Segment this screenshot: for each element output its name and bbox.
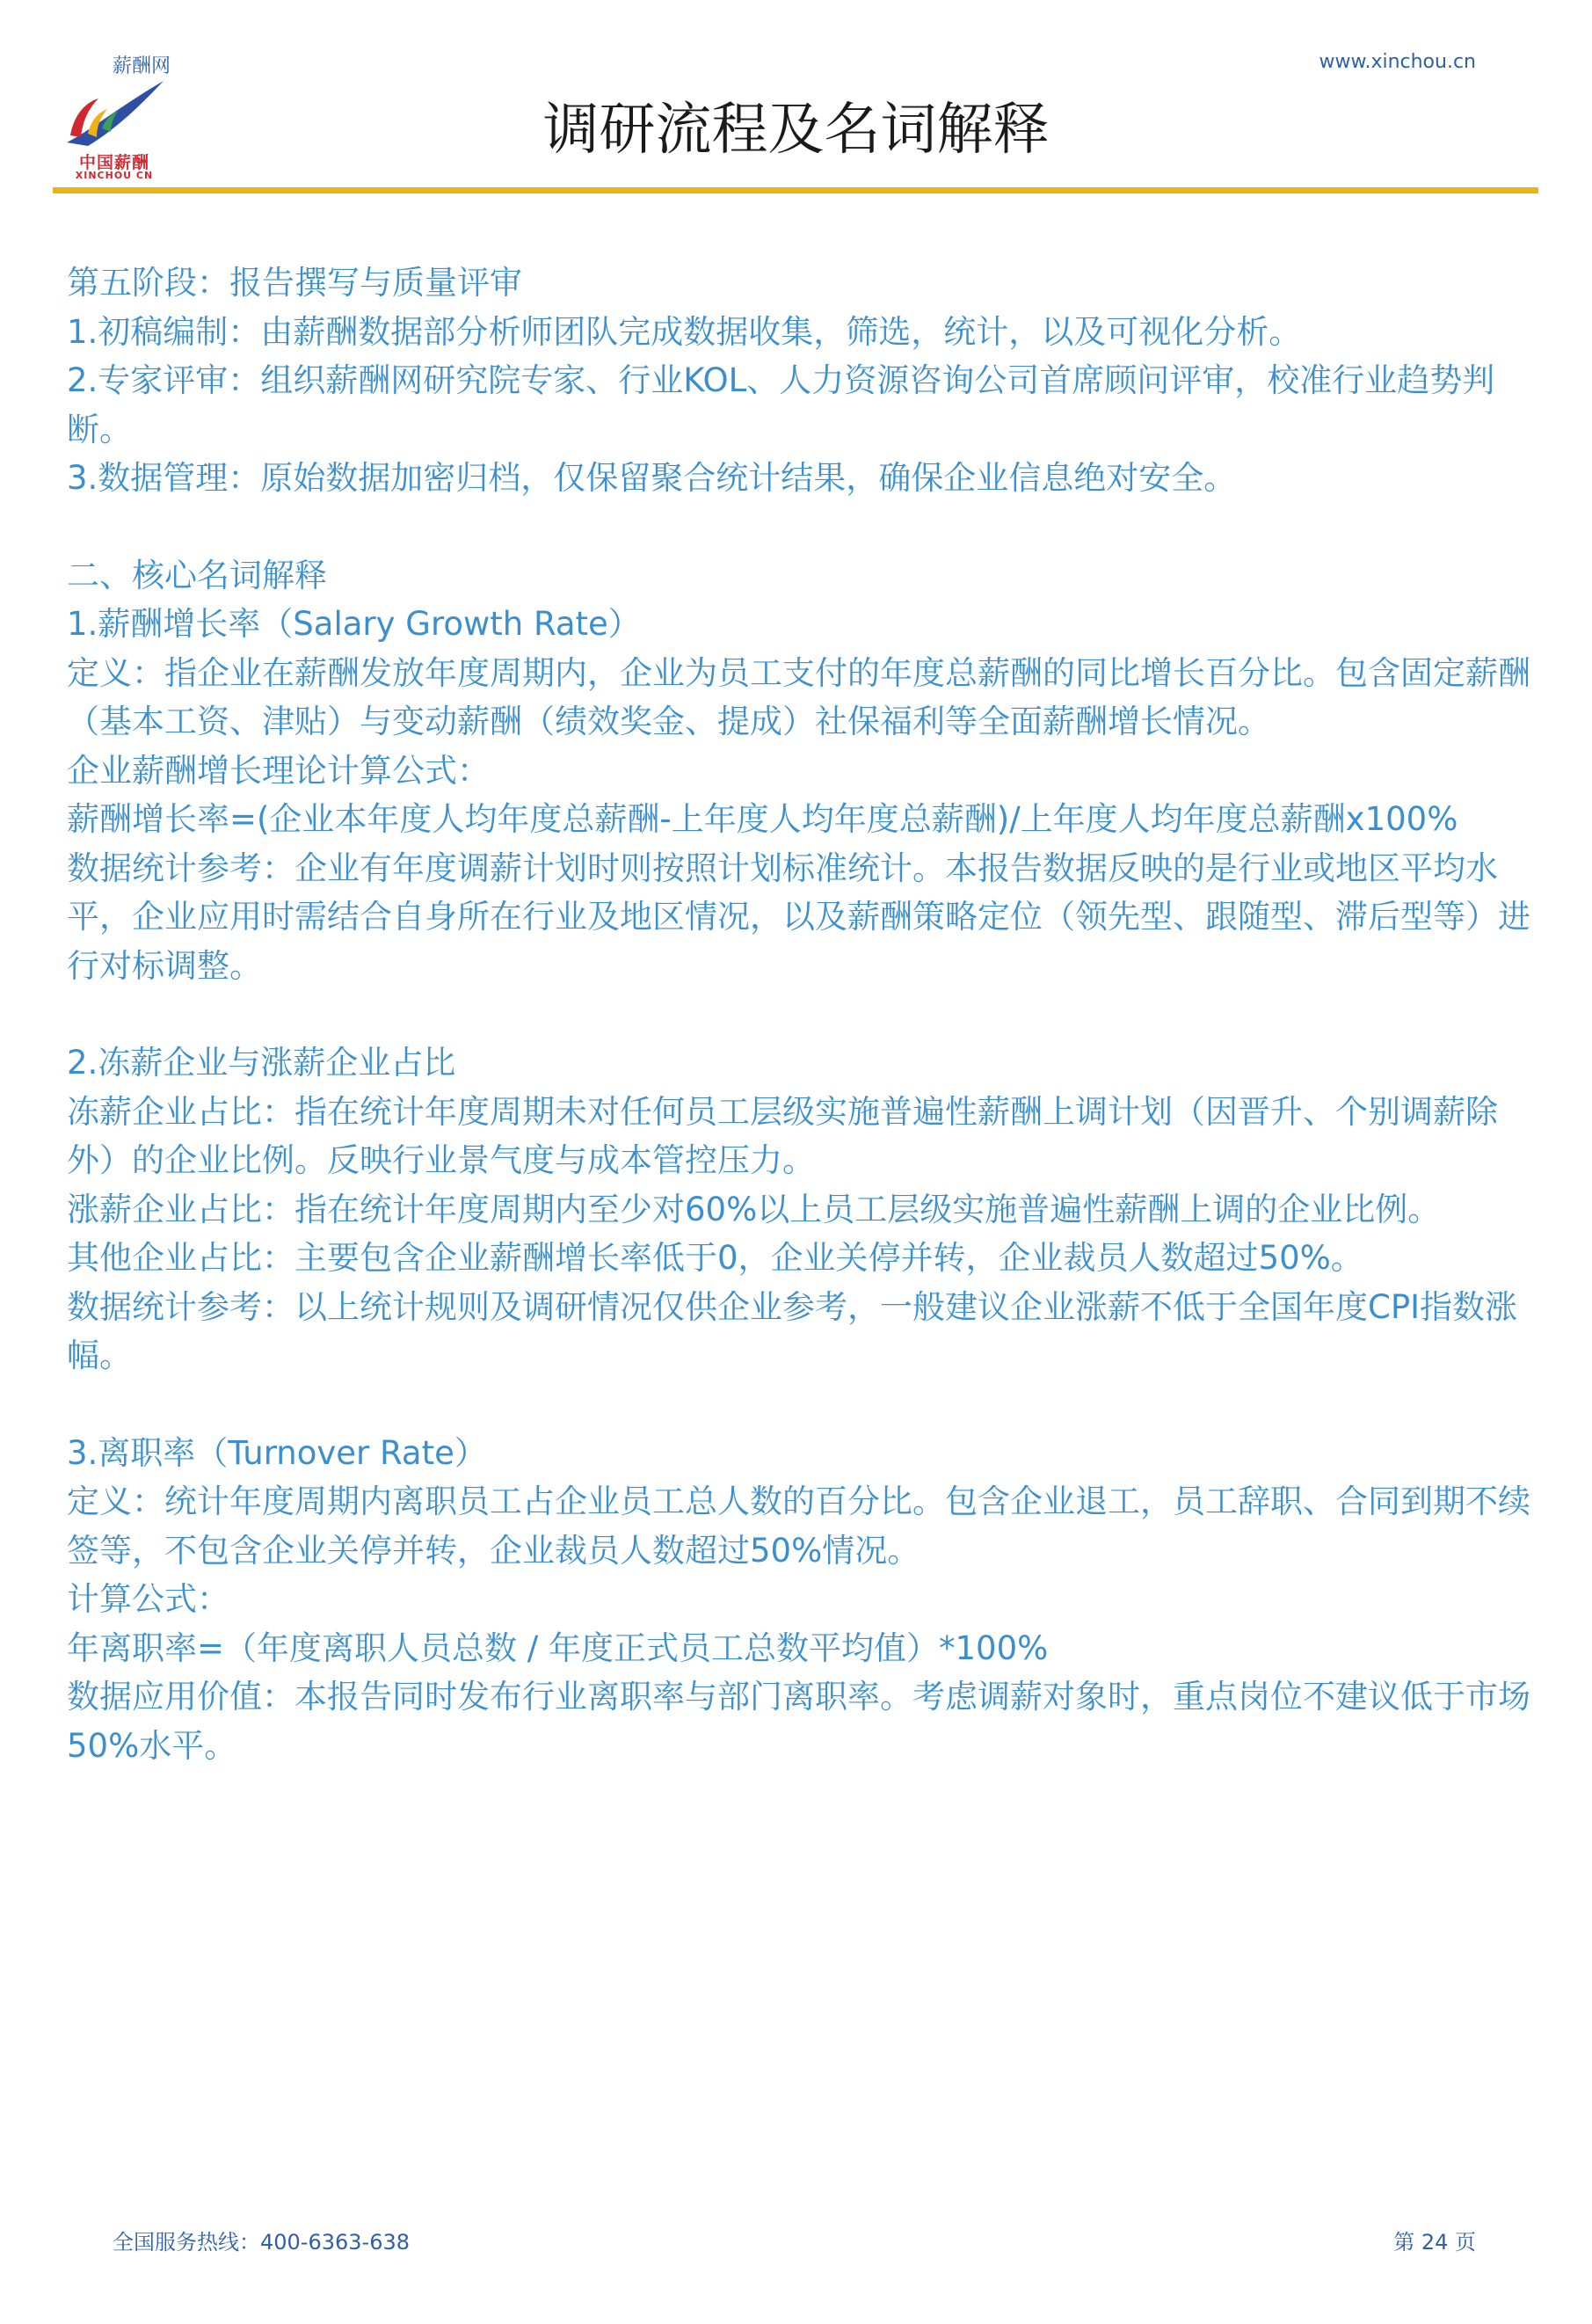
document-body [67,259,1544,1770]
term1-formula-label: 企业薪酬增长理论计算公式： [67,751,490,790]
term1-title: 1.薪酬增长率（Salary Growth Rate） [67,605,641,643]
term2-other: 其他企业占比：主要包含企业薪酬增长率低于0，企业关停并转，企业裁员人数超过50%。 [67,1239,1363,1277]
section2-title: 二、核心名词解释 [67,556,327,594]
term3-formula-label: 计算公式： [67,1580,229,1618]
header-divider [53,187,1538,193]
term3-formula: 年离职率=（年度离职人员总数 / 年度正式员工总数平均值）*100% [67,1628,1049,1667]
term1-formula: 薪酬增长率=(企业本年度人均年度总薪酬-上年度人均年度总薪酬)/上年度人均年度总薪酬x100% [67,800,1458,838]
site-url[interactable]: www.xinchou.cn [1319,51,1476,73]
term3-definition: 定义：统计年度周期内离职员工占企业员工总人数的百分比。包含企业退工，员工辞职、合同到期不续签等，不包含企业关停并转，企业裁员人数超过50%情况。 [67,1483,1530,1570]
page-title: 调研流程及名词解释 [542,98,1050,163]
spacer [67,990,1544,1038]
spacer [67,1381,1544,1429]
term3-value: 数据应用价值：本报告同时发布行业离职率与部门离职率。考虑调薪对象时，重点岗位不建议低于市场50%水平。 [67,1678,1530,1765]
service-hotline: 全国服务热线：400-6363-638 [113,2230,411,2255]
stage5-title: 第五阶段：报告撰写与质量评审 [67,264,522,302]
term1-definition: 定义：指企业在薪酬发放年度周期内，企业为员工支付的年度总薪酬的同比增长百分比。包含固定薪酬（基本工资、津贴）与变动薪酬（绩效奖金、提成）社保福利等全面薪酬增长情况。 [67,653,1530,740]
stage5-item-review: 2.专家评审：组织薪酬网研究院专家、行业KOL、人力资源咨询公司首席顾问评审，校准行业趋势判断。 [67,361,1495,448]
term2-title: 2.冻薪企业与涨薪企业占比 [67,1044,456,1082]
term2-reference: 数据统计参考：以上统计规则及调研情况仅供企业参考，一般建议企业涨薪不低于全国年度CPI指数涨幅。 [67,1287,1518,1374]
term3-title: 3.离职率（Turnover Rate） [67,1433,487,1472]
stage5-item-data: 3.数据管理：原始数据加密归档，仅保留聚合统计结果，确保企业信息绝对安全。 [67,459,1237,497]
brand-name: 薪酬网 [113,55,171,77]
logo-text-cn: 中国薪酬 [78,153,149,172]
stage5-item-draft: 1.初稿编制：由薪酬数据部分析师团队完成数据收集，筛选，统计，以及可视化分析。 [67,312,1302,351]
logo-text-en: XINCHOU CN [75,170,154,181]
term1-reference: 数据统计参考：企业有年度调薪计划时则按照计划标准统计。本报告数据反映的是行业或地区平均水平，企业应用时需结合自身所在行业及地区情况，以及薪酬策略定位（领先型、跟随型、滞后型等）进行对标调整。 [67,849,1530,985]
term2-freeze: 冻薪企业占比：指在统计年度周期未对任何员工层级实施普遍性薪酬上调计划（因晋升、个别调薪除外）的企业比例。反映行业景气度与成本管控压力。 [67,1092,1498,1179]
page-number: 第 24 页 [1393,2230,1476,2255]
spacer [67,503,1544,551]
term2-raise: 涨薪企业占比：指在统计年度周期内至少对60%以上员工层级实施普遍性薪酬上调的企业比例。 [67,1190,1441,1228]
